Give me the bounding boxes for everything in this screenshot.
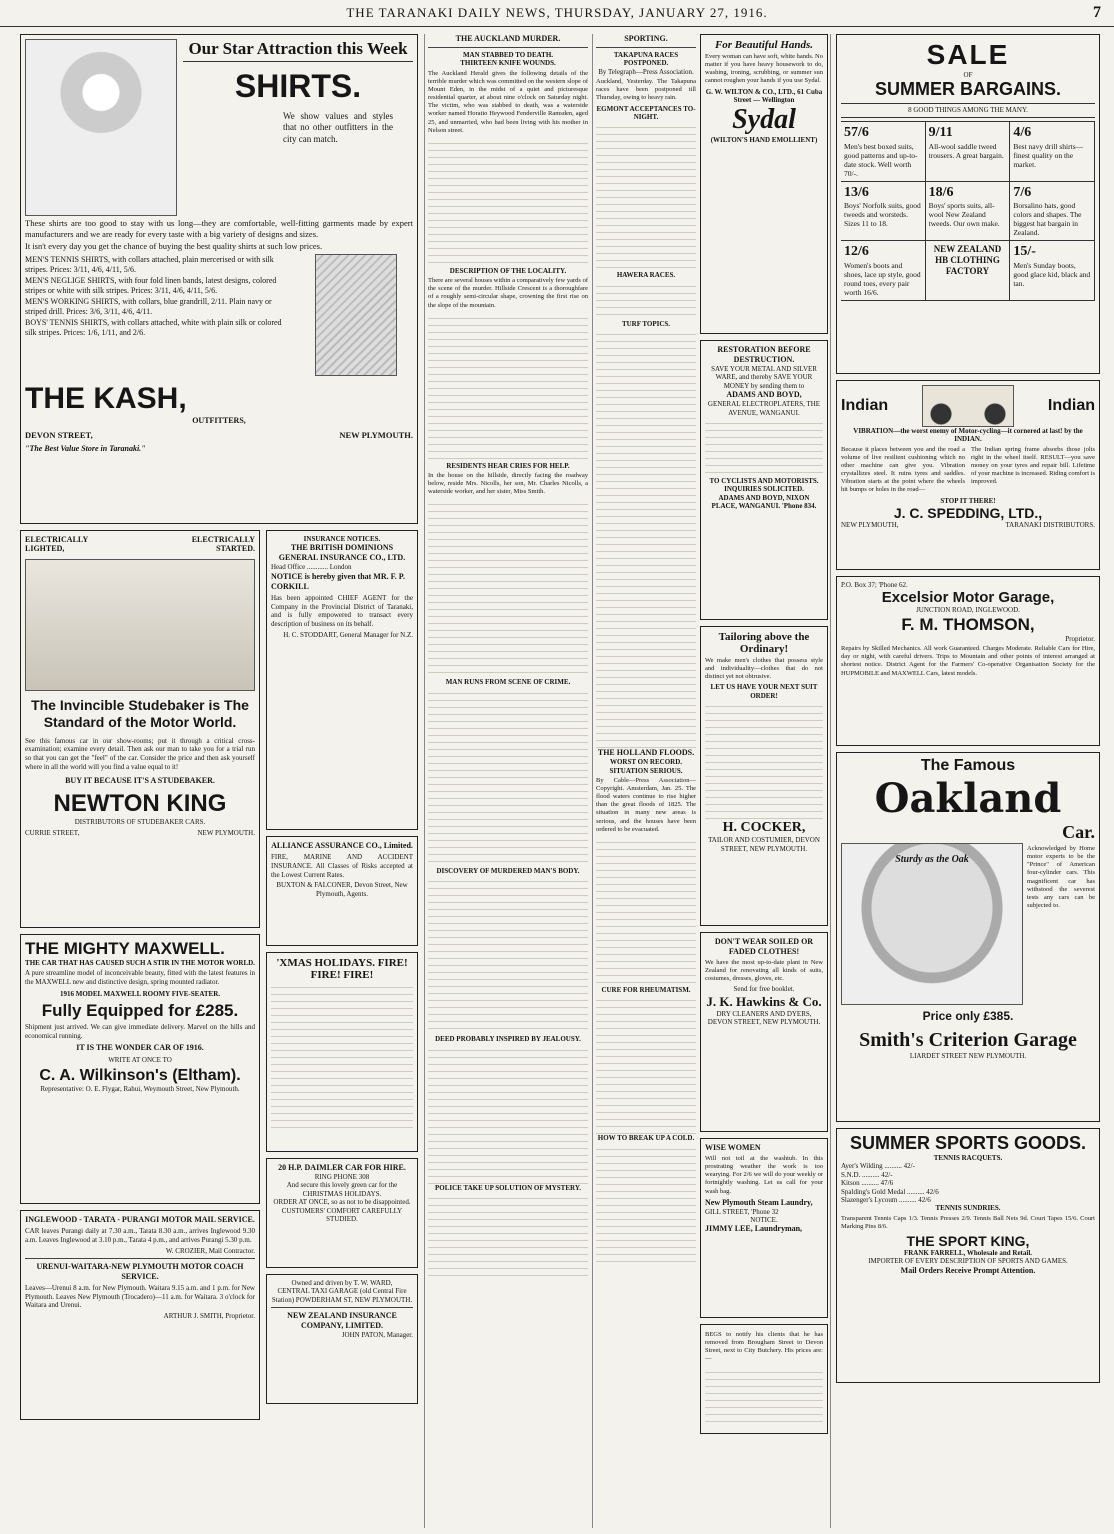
- cocker-name: H. COCKER,: [722, 820, 806, 836]
- kash-item: BOYS' TENNIS SHIRTS, with collars attached, white with plain silk or colored silk stripes. Prices: 1/6, 1/11, and 2/6.: [25, 317, 282, 337]
- studebaker-car-image: [25, 559, 255, 691]
- murder-sub-5: MAN RUNS FROM SCENE OF CRIME.: [445, 678, 571, 687]
- sydal-tagline: For Beautiful Hands.: [714, 39, 814, 51]
- maxwell-rep: Representative: O. E. Flygar, Rahui, Weymouth Street, New Plymouth.: [40, 1085, 240, 1094]
- sporting-sub-1: TAKAPUNA RACES POSTPONED.: [613, 51, 679, 68]
- daimler-advert: [266, 1158, 418, 1268]
- cocker-sub: TAILOR AND COSTUMIER, DEVON STREET, NEW PLYMOUTH.: [708, 836, 820, 853]
- sale-desc: All-wool saddle tweed trousers. A great bargain.: [928, 141, 1004, 160]
- oakland-price: Price only £385.: [922, 1009, 1014, 1023]
- oakland-motto: Sturdy as the Oak: [895, 854, 969, 865]
- divider: [25, 1258, 255, 1259]
- daimler-owner: Owned and driven by T. W. WARD,: [291, 1279, 393, 1287]
- sale-cell: [926, 182, 1011, 242]
- daimler-order: ORDER AT ONCE, so as not to be disappointed.: [273, 1198, 411, 1207]
- sale-desc: Men's Sunday boots, good glace kid, black and tan.: [1013, 261, 1091, 289]
- murder-p2: There are several houses within a comparatively few yards of the scene of the murder. Hillside Crescent is a thoroughfare of a roughly semi-circular shape, crowning the first rise on the slope of the mountain.: [428, 277, 588, 309]
- adams-boyd-advert: [700, 340, 828, 620]
- excelsior-box: P.O. Box 37; 'Phone 62.: [841, 581, 908, 589]
- indian-right-body: The Indian spring frame absorbs those jolts right in the wheel itself. RESULT—you save money on your tyres and repair bill. Lifetime of your machine is increased. Riding comfort is improved.: [971, 445, 1095, 486]
- oakland-famous: The Famous: [920, 757, 1016, 774]
- laundry-body: Will not toil at the washtub. In this prostrating weather the work is too wearying. For 2/6 we will do your weekly or fortnightly washing. Let us call for your wash bag.: [705, 1155, 823, 1195]
- kash-name: THE KASH,: [25, 381, 187, 415]
- murder-sub-6: DISCOVERY OF MURDERED MAN'S BODY.: [436, 866, 580, 875]
- murder-p3: In the house on the hillside, directly facing the roadway below, reside Mrs. Nicolls, her son, Mr. Charles Nicolls, a waterside worker, and her sister, Miss Smith.: [428, 472, 588, 496]
- daimler-comfort: CUSTOMERS' COMFORT CAREFULLY STUDIED.: [281, 1206, 403, 1223]
- sale-price: 15/-: [1013, 244, 1036, 260]
- excelsior-title: Excelsior Motor Garage,: [881, 589, 1055, 607]
- murder-sub-4: RESIDENTS HEAR CRIES FOR HELP.: [446, 461, 570, 470]
- sale-cell: [926, 122, 1011, 182]
- coach-body: CAR leaves Purangi daily at 7.30 a.m., Tarata 8.30 a.m., arrives Inglewood 9.30 a.m. Leaves Inglewood at 3.10 p.m., Tarata 4 p.m., and arrives Purangi 5.30 p.m.: [25, 1227, 255, 1244]
- sports-sundries: TENNIS SUNDRIES.: [935, 1204, 1001, 1213]
- oakland-car: Car.: [1062, 822, 1095, 842]
- maxwell-body: A pure streamline model of inconceivable beauty, fitted with the latest features in the MAXWELL new and distinctive design, spring mounted radiator.: [25, 969, 255, 987]
- text-block: [705, 1366, 823, 1426]
- studebaker-town: NEW PLYMOUTH.: [197, 828, 255, 837]
- indian-right: Indian: [1047, 397, 1095, 414]
- sporting-title: SPORTING.: [624, 34, 668, 43]
- maxwell-dealer: C. A. Wilkinson's (Eltham).: [39, 1067, 241, 1085]
- laundry-name: New Plymouth Steam Laundry,: [705, 1197, 813, 1207]
- text-block: [596, 328, 696, 748]
- hawkins-free: Send for free booklet.: [733, 985, 795, 994]
- maxwell-sub: THE CAR THAT HAS CAUSED SUCH A STIR IN THE MOTOR WORLD.: [25, 959, 255, 967]
- text-block: [596, 280, 696, 320]
- sale-price: 12/6: [844, 244, 869, 260]
- text-block: [428, 1192, 588, 1282]
- column-rule: [424, 34, 425, 1528]
- excelsior-road: JUNCTION ROAD, INGLEWOOD.: [916, 606, 1020, 615]
- sale-price: 13/6: [844, 184, 869, 200]
- coach-title: INGLEWOOD - TARATA - PURANGI MOTOR MAIL SERVICE.: [25, 1215, 255, 1224]
- studebaker-cta: BUY IT BECAUSE IT'S A STUDEBAKER.: [65, 775, 215, 785]
- page-number: 7: [1093, 4, 1102, 21]
- sydal-brand-sub: (WILTON'S HAND EMOLLIENT): [710, 136, 818, 145]
- sporting-by: By Telegraph—Press Association.: [598, 67, 694, 76]
- maxwell-title: THE MIGHTY MAXWELL.: [25, 939, 225, 958]
- sports-name: THE SPORT KING,: [906, 1232, 1030, 1249]
- alliance-notice: [266, 836, 418, 946]
- jimmy-lee: JIMMY LEE, Laundryman,: [705, 1224, 803, 1234]
- indian-dealer: J. C. SPEDDING, LTD.,: [893, 504, 1043, 521]
- sale-desc: Borsalino hats, good colors and shapes. The biggest hat bargain in Zealand.: [1013, 201, 1082, 238]
- oakland-name: Oakland: [874, 775, 1062, 822]
- floods-title: THE HOLLAND FLOODS.: [597, 748, 695, 758]
- oakland-car-image: [841, 843, 1023, 1005]
- coach-advert: [20, 1210, 260, 1420]
- floods-sub: WORST ON RECORD. SITUATION SERIOUS.: [609, 758, 683, 775]
- excelsior-name: F. M. THOMSON,: [901, 614, 1035, 634]
- kash-tagline: "The Best Value Store in Taranaki.": [25, 443, 146, 453]
- maxwell-price: Fully Equipped for £285.: [41, 1001, 239, 1021]
- sale-title: SALE: [926, 39, 1010, 70]
- sale-desc: NEW ZEALAND HB CLOTHING FACTORY: [933, 244, 1002, 276]
- insurance-company: THE BRITISH DOMINIONS GENERAL INSURANCE CO., LTD.: [278, 543, 406, 563]
- xmas-notice: [266, 952, 418, 1152]
- sydal-advert: [700, 34, 828, 334]
- insurance-body: Has been appointed CHIEF AGENT for the Company in the Provincial District of Taranaki, and is fully empowered to transact every description of business on its behalf.: [271, 593, 413, 629]
- kash-intro: We show values and styles that no other outfitters in the city can match.: [283, 111, 393, 144]
- coach-prop: ARTHUR J. SMITH, Proprietor.: [163, 1312, 255, 1321]
- maxwell-ship: Shipment just arrived. We can give immediate delivery. Marvel on the hills and economical running.: [25, 1023, 255, 1041]
- restore-title: RESTORATION BEFORE DESTRUCTION.: [717, 345, 811, 364]
- adams-boyd-2: ADAMS AND BOYD, NIXON PLACE, WANGANUI. 'Phone 834.: [711, 493, 817, 511]
- tennis-player-illustration: [25, 39, 177, 216]
- sale-cell: [841, 182, 926, 242]
- small-ads-column: [700, 34, 828, 1440]
- hawkins-sub: DRY CLEANERS AND DYERS, DEVON STREET, NEW PLYMOUTH.: [707, 1009, 821, 1027]
- oakland-side: Acknowledged by Home motor experts to be the "Prince" of American four-cylinder cars. This magnificent car has withstood the severest tests any cars can be subjected to.: [1027, 845, 1095, 909]
- sale-desc: Boys' sports suits, all-wool New Zealand tweeds. Our own make.: [928, 201, 1000, 229]
- divider: [596, 47, 696, 48]
- sale-desc: Women's boots and shoes, lace up style, good round toes, every pair worth 16/6.: [844, 261, 921, 298]
- sale-cell: [1010, 241, 1095, 301]
- sale-price: 18/6: [928, 184, 954, 200]
- racquet-row: S.N.D. .......... 42/-: [841, 1170, 893, 1179]
- text-block: [596, 836, 696, 986]
- nz-insurance: [266, 1274, 418, 1404]
- racquet-row: Slazenger's Lycoum .......... 42/6: [841, 1195, 931, 1204]
- sale-cell: [1010, 122, 1095, 182]
- murder-title: THE AUCKLAND MURDER.: [455, 34, 561, 43]
- sporting-sub-2: EGMONT ACCEPTANCES TO-NIGHT.: [596, 104, 696, 121]
- cocker-title: Tailoring above the Ordinary!: [718, 631, 810, 655]
- xmas-title: 'XMAS HOLIDAYS. FIRE! FIRE! FIRE!: [276, 957, 408, 981]
- studebaker-lighted: ELECTRICALLY LIGHTED,: [25, 535, 88, 553]
- studebaker-started: ELECTRICALLY STARTED.: [191, 535, 255, 553]
- sale-price: 7/6: [1013, 184, 1032, 200]
- hb-logo: [926, 241, 1011, 301]
- sale-of: OF: [963, 71, 973, 79]
- alliance-agents: BUXTON & FALCONER, Devon Street, New Plymouth, Agents.: [276, 881, 408, 898]
- indian-headline: VIBRATION—the worst enemy of Motor-cycling—it cornered at last! by the INDIAN.: [853, 427, 1083, 444]
- murder-sub-3: DESCRIPTION OF THE LOCALITY.: [449, 266, 567, 275]
- coach-title-2: URENUI-WAITARA-NEW PLYMOUTH MOTOR COACH SERVICE.: [36, 1261, 244, 1281]
- kash-body-1: These shirts are too good to stay with us long—they are comfortable, well-fitting garments made by expert manufacturers and we are ready for every taste with a big variety of designs and sizes.: [25, 218, 413, 239]
- kash-banner: Our Star Attraction this Week: [183, 39, 413, 62]
- text-block: [428, 1044, 588, 1184]
- text-block: [596, 1143, 696, 1263]
- sporting-sub-4: TURF TOPICS.: [621, 319, 671, 328]
- indian-stop: STOP IT THERE!: [940, 496, 996, 505]
- daimler-title: 20 H.P. DAIMLER CAR FOR HIRE.: [278, 1163, 406, 1172]
- daimler-phone: RING PHONE 308: [314, 1173, 370, 1181]
- text-block: [428, 875, 588, 1035]
- studebaker-body: See this famous car in our show-rooms; put it through a critical cross-examination; examine every detail. Then ask our man to take you for a trial run so that you can get the "feel" of the car. Consider the price and then ask yourself where in all the world will you find a value equal to it!: [25, 736, 255, 771]
- kash-town: NEW PLYMOUTH.: [339, 429, 413, 440]
- daimler-garage: CENTRAL TAXI GARAGE (old Central Fire Station) POWDERHAM ST, NEW PLYMOUTH.: [271, 1287, 413, 1304]
- kash-body-2: It isn't every day you get the chance of buying the best quality shirts at such low prices.: [25, 241, 323, 252]
- sale-price: 9/11: [928, 124, 953, 140]
- indian-dist: TARANAKI DISTRIBUTORS.: [1005, 520, 1095, 529]
- indian-town: NEW PLYMOUTH,: [841, 520, 899, 529]
- sports-advert: [836, 1128, 1100, 1383]
- hawkins-name: J. K. Hawkins & Co.: [706, 993, 822, 1009]
- murder-sub-2: THIRTEEN KNIFE WOUNDS.: [460, 59, 556, 68]
- nz-insurance-sign: JOHN PATON, Manager.: [341, 1331, 413, 1340]
- masthead: [0, 0, 1114, 27]
- text-block: [271, 981, 413, 1131]
- jimmy-lee-notice: [700, 1324, 828, 1434]
- hawkins-advert: [700, 932, 828, 1132]
- sale-sub: SUMMER BARGAINS.: [874, 79, 1061, 100]
- sporting-sub-3: HAWERA RACES.: [616, 271, 676, 280]
- indian-body: Because it places between you and the road a volume of live resilient cushioning which no other machine can give you. Vibration crystallizes steel. It ruins tyres and saddles. Vibration starts at the point where the wheels hit bumps or holes in the road—: [841, 445, 965, 494]
- sale-cell: [841, 241, 926, 301]
- sports-title: SUMMER SPORTS GOODS.: [849, 1133, 1087, 1153]
- studebaker-headline: The Invincible Studebaker is The Standard of the Motor World.: [31, 697, 249, 730]
- text-block: [596, 121, 696, 271]
- text-block: [705, 417, 823, 477]
- racquet-row: Spalding's Gold Medal .......... 42/6: [841, 1187, 939, 1196]
- cold-title: HOW TO BREAK UP A COLD.: [597, 1134, 695, 1143]
- laundry-wise: WISE WOMEN: [705, 1143, 761, 1152]
- sale-grid: [841, 121, 1095, 301]
- sports-racquets: TENNIS RACQUETS.: [933, 1154, 1003, 1162]
- sports-mail: Mail Orders Receive Prompt Attention.: [900, 1265, 1036, 1275]
- sports-import: IMPORTER OF EVERY DESCRIPTION OF SPORTS AND GAMES.: [868, 1257, 1068, 1266]
- indian-left: Indian: [841, 397, 889, 414]
- motorists-title: TO CYCLISTS AND MOTORISTS.: [709, 476, 819, 485]
- inquiries: INQUIRIES SOLICITED.: [724, 485, 804, 494]
- studebaker-street: CURRIE STREET,: [25, 828, 80, 837]
- sale-cell: [1010, 182, 1095, 242]
- excelsior-prop: Proprietor.: [1065, 634, 1095, 643]
- insurance-head: INSURANCE NOTICES.: [303, 535, 381, 543]
- divider: [428, 47, 588, 48]
- coach-body-2: Leaves—Urenui 8 a.m. for New Plymouth. Waitara 9.15 a.m. and 1 p.m. for New Plymouth. Leaves New Plymouth (Trocadero)—11 a.m. for Waitara. 3 o'clock for Waitara and Urenui.: [25, 1283, 255, 1310]
- insurance-notice-text: NOTICE is hereby given that MR. F. P. CORKILL: [271, 571, 405, 591]
- kash-advert: [20, 34, 418, 524]
- sydal-intro: Every woman can have soft, white hands. No matter if you have heavy housework to do, washing, ironing, scrubbing, or summer sun cannot roughen your hands if you use Sydal.: [705, 53, 823, 85]
- left-column: [20, 34, 418, 1426]
- racquet-row: Kitson .......... 47/6: [841, 1179, 894, 1188]
- daimler-body: And secure this lovely green car for the CHRISTMAS HOLIDAYS.: [286, 1181, 398, 1198]
- sporting-p1: Auckland, Yesterday. The Takapuna races have been postponed till Thursday, owing to heavy rain.: [596, 78, 696, 102]
- alliance-body: FIRE, MARINE AND ACCIDENT INSURANCE. All Classes of Risks accepted at the Lowest Current Rates.: [271, 853, 413, 879]
- murder-column: [428, 34, 588, 1282]
- newton-king: NEWTON KING: [53, 789, 227, 817]
- studebaker-advert: [20, 530, 260, 928]
- sale-price: 57/6: [844, 124, 869, 140]
- sydal-maker: G. W. WILTON & CO., LTD., 61 Cuba Street — Wellington: [705, 87, 823, 104]
- kash-street: DEVON STREET,: [25, 429, 93, 440]
- right-column: [836, 34, 1100, 1389]
- sale-desc: Men's best boxed suits, good patterns and up-to-date stock. Well worth 70/-.: [844, 141, 918, 178]
- jimmy-lee-body: BEGS to notify his clients that he has removed from Brougham Street to Devon Street, next to City Butchery. His prices are:—: [705, 1331, 823, 1363]
- shirt-illustration: [315, 254, 397, 376]
- nz-insurance-title: NEW ZEALAND INSURANCE COMPANY, LIMITED.: [287, 1311, 397, 1331]
- murder-p1: The Auckland Herald gives the following details of the terrible murder which was committed on the western slope of Mount Eden, in the midst of a quiet and picturesque residential quarter, at about nine o'clock on Saturday night. The victim, who was stabbed to death, was a waterside worker named Horatio Heywood Fenderville Ramsden, aged 25, and unmarried, who had been living with his mother in Nelson street.: [428, 69, 588, 134]
- sale-desc: Best navy drill shirts—finest quality on the market.: [1013, 141, 1084, 169]
- motorcycle-illustration: [922, 385, 1014, 427]
- studebaker-dist: DISTRIBUTORS OF STUDEBAKER CARS.: [74, 817, 206, 826]
- indian-advert: [836, 380, 1100, 570]
- cocker-cta: LET US HAVE YOUR NEXT SUIT ORDER!: [710, 683, 818, 700]
- sydal-brand: Sydal: [732, 104, 796, 136]
- cocker-body: We make men's clothes that possess style and individuality—clothes that do not distinct yet not obtrusive.: [705, 657, 823, 681]
- murder-sub-8: POLICE TAKE UP SOLUTION OF MYSTERY.: [434, 1183, 581, 1192]
- sporting-column: [596, 34, 696, 1263]
- racquet-row: Ayer's Wilding .......... 42/-: [841, 1162, 915, 1171]
- laundry-notice: NOTICE.: [750, 1216, 778, 1225]
- insurance-sign: H. C. STODDART, General Manager for N.Z.: [283, 630, 413, 639]
- alliance-title: ALLIANCE ASSURANCE CO., Limited.: [271, 841, 413, 850]
- adams-boyd-sub: GENERAL ELECTROPLATERS, THE AVENUE, WANGANUI.: [707, 400, 821, 417]
- insurance-office: Head Office ............ London: [271, 563, 352, 572]
- masthead-title: THE TARANAKI DAILY NEWS, THURSDAY, JANUARY 27, 1916.: [346, 5, 768, 20]
- kash-title: SHIRTS.: [234, 68, 362, 104]
- text-block: [428, 687, 588, 867]
- sale-advert: [836, 34, 1100, 374]
- sale-price: 4/6: [1013, 124, 1032, 140]
- maxwell-advert: [20, 934, 260, 1204]
- sports-sundries-body: Transparent Tennis Caps 1/3. Tennis Presses 2/9. Tennis Ball Nets 9d. Court Tapes 15/6. Court Marking Pins 8/6.: [841, 1214, 1095, 1230]
- oakland-advert: [836, 752, 1100, 1122]
- oakland-street: LIARDET STREET NEW PLYMOUTH.: [909, 1052, 1027, 1060]
- excelsior-advert: [836, 576, 1100, 746]
- maxwell-write: WRITE AT ONCE TO: [108, 1055, 172, 1064]
- sale-strip: 8 GOOD THINGS AMONG THE MANY.: [841, 103, 1095, 117]
- coach-contractor: W. CROZIER, Mail Contractor.: [165, 1246, 255, 1255]
- text-block: [428, 498, 588, 678]
- laundry-advert: [700, 1138, 828, 1318]
- column-rule: [592, 34, 593, 1528]
- murder-sub-1: MAN STABBED TO DEATH.: [462, 51, 554, 59]
- kash-item: MEN'S TENNIS SHIRTS, with collars attached, plain mercerised or with silk stripes. Prices: 3/11, 4/6, 4/11, 5/6.: [25, 254, 274, 274]
- kash-sub: OUTFITTERS,: [192, 415, 246, 425]
- insurance-notice: [266, 530, 418, 830]
- oakland-garage: Smith's Criterion Garage: [859, 1029, 1077, 1051]
- adams-boyd: ADAMS AND BOYD,: [726, 390, 802, 400]
- excelsior-body: Repairs by Skilled Mechanics. All work Guaranteed. Charges Moderate. Reliable Cars for Hire, day or night, with careful drivers. Trips to Mountain and other points of interest arranged at shortest notice. District Agent for the Farmers' Co-operative Organisation Society for the HUPMOBILE and MAXWELL Cars, latest models.: [841, 645, 1095, 677]
- save-text: SAVE YOUR METAL AND SILVER WARE, and thereby SAVE YOUR MONEY by sending them to: [711, 365, 817, 390]
- kash-item: MEN'S WORKING SHIRTS, with collars, blue grandrill, 2/11. Plain navy or striped drill. Prices: 3/6, 3/11, 4/6, 4/11.: [25, 296, 272, 316]
- hawkins-body: We have the most up-to-date plant in New Zealand for renovating all kinds of suits, costumes, dresses, gloves, etc.: [705, 959, 823, 983]
- divider: [271, 1307, 413, 1308]
- text-block: [596, 994, 696, 1134]
- kash-item: MEN'S NEGLIGE SHIRTS, with four fold linen bands, latest designs, colored stripes or white with silk stripes. Prices: 3/11, 4/6, 4/11, 5/6.: [25, 275, 277, 295]
- laundry-street: GILL STREET, 'Phone 32: [705, 1207, 779, 1216]
- text-block: [705, 700, 823, 820]
- hawkins-title: DON'T WEAR SOILED OR FADED CLOTHES!: [714, 937, 814, 956]
- cocker-advert: [700, 626, 828, 926]
- text-block: [428, 312, 588, 462]
- murder-sub-7: DEED PROBABLY INSPIRED BY JEALOUSY.: [435, 1035, 581, 1044]
- floods-body: By Cable—Press Association—Copyright. Amsterdam, Jan. 25. The flood waters continue to rise higher than the great floods of 1825. The situation in many new areas is serious, and the houses have been ordered to be evacuated.: [596, 776, 696, 833]
- maxwell-model: 1916 MODEL MAXWELL ROOMY FIVE-SEATER.: [59, 989, 221, 998]
- sale-desc: Boys' Norfolk suits, good tweeds and worsteds. Sizes 11 to 18.: [844, 201, 921, 229]
- text-block: [428, 137, 588, 267]
- maxwell-wonder: IT IS THE WONDER CAR OF 1916.: [76, 1042, 204, 1052]
- column-rule: [830, 34, 831, 1528]
- sale-cell: [841, 122, 926, 182]
- cure-title: CURE FOR RHEUMATISM.: [601, 985, 691, 994]
- sports-frank: FRANK FARRELL, Wholesale and Retail.: [903, 1248, 1033, 1257]
